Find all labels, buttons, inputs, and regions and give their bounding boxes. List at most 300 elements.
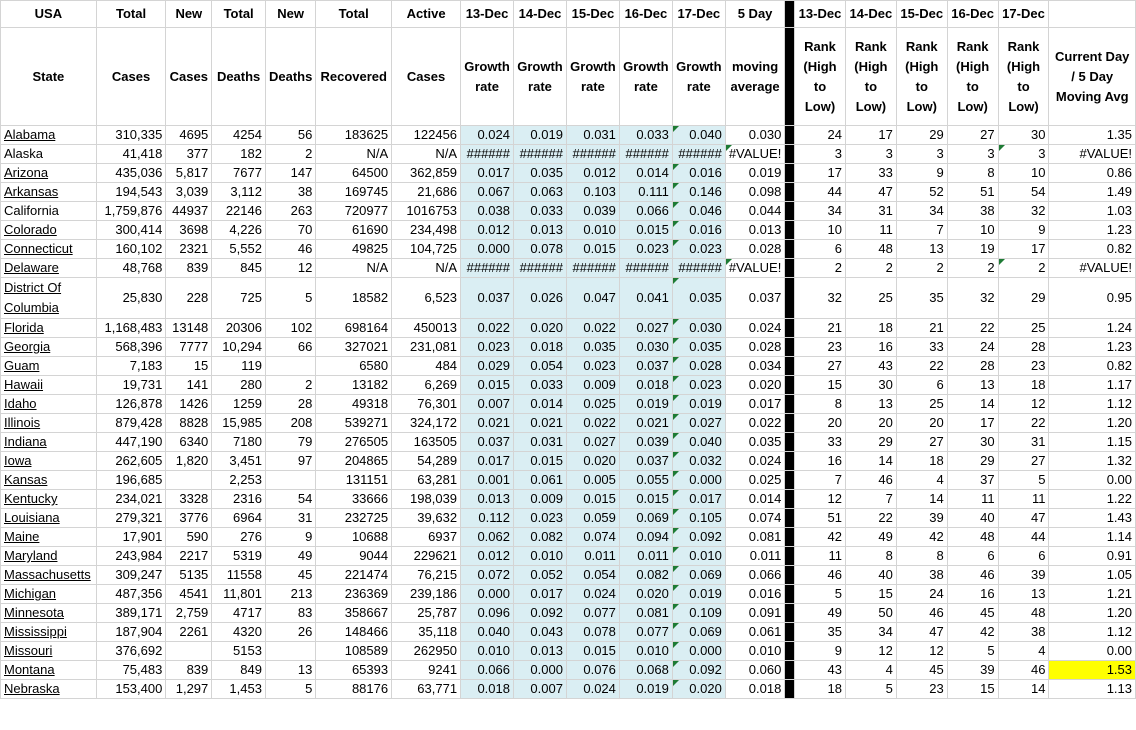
cell-rank-16dec[interactable]: 46 — [947, 566, 998, 585]
cell-growth-16dec[interactable]: 0.014 — [619, 164, 672, 183]
cell-growth-16dec[interactable]: 0.111 — [619, 183, 672, 202]
cell-growth-17dec[interactable]: 0.023 — [672, 376, 725, 395]
state-link[interactable]: Hawaii — [1, 376, 97, 395]
cell-rank-17dec[interactable]: 23 — [998, 357, 1049, 376]
cell-active-cases[interactable]: 104,725 — [392, 240, 461, 259]
state-link[interactable]: Colorado — [1, 221, 97, 240]
cell-new-cases[interactable]: 590 — [166, 528, 212, 547]
cell-active-cases[interactable]: 229621 — [392, 547, 461, 566]
cell-new-deaths[interactable]: 2 — [265, 145, 315, 164]
cell-rank-15dec[interactable]: 12 — [896, 642, 947, 661]
cell-total-deaths[interactable]: 11,801 — [212, 585, 266, 604]
cell-moving-average[interactable]: 0.044 — [725, 202, 785, 221]
cell-moving-average[interactable]: 0.091 — [725, 604, 785, 623]
cell-total-recovered[interactable]: N/A — [316, 145, 392, 164]
cell-growth-16dec[interactable]: 0.077 — [619, 623, 672, 642]
cell-growth-16dec[interactable]: 0.019 — [619, 680, 672, 699]
cell-total-recovered[interactable]: 33666 — [316, 490, 392, 509]
cell-rank-13dec[interactable]: 12 — [795, 490, 846, 509]
cell-growth-15dec[interactable]: 0.015 — [566, 490, 619, 509]
cell-rank-15dec[interactable]: 6 — [896, 376, 947, 395]
state-link[interactable]: Alaska — [1, 145, 97, 164]
cell-total-recovered[interactable]: 108589 — [316, 642, 392, 661]
cell-new-cases[interactable]: 1,297 — [166, 680, 212, 699]
cell-total-deaths[interactable]: 10,294 — [212, 338, 266, 357]
cell-growth-13dec[interactable]: 0.029 — [461, 357, 514, 376]
cell-growth-14dec[interactable]: 0.007 — [514, 680, 567, 699]
cell-growth-14dec[interactable]: 0.018 — [514, 338, 567, 357]
cell-growth-17dec[interactable]: 0.069 — [672, 623, 725, 642]
cell-rank-16dec[interactable]: 11 — [947, 490, 998, 509]
cell-current-day-ratio[interactable]: 1.24 — [1049, 319, 1136, 338]
cell-growth-13dec[interactable]: 0.022 — [461, 319, 514, 338]
cell-rank-15dec[interactable]: 14 — [896, 490, 947, 509]
cell-rank-15dec[interactable]: 2 — [896, 259, 947, 278]
cell-total-cases[interactable]: 309,247 — [96, 566, 166, 585]
cell-rank-13dec[interactable]: 8 — [795, 395, 846, 414]
cell-growth-13dec[interactable]: 0.037 — [461, 433, 514, 452]
cell-new-cases[interactable]: 141 — [166, 376, 212, 395]
header-cell-current-day-ratio[interactable]: Current Day / 5 Day Moving Avg — [1049, 28, 1136, 126]
cell-active-cases[interactable]: 6,523 — [392, 278, 461, 319]
cell-rank-14dec[interactable]: 8 — [845, 547, 896, 566]
cell-rank-15dec[interactable]: 27 — [896, 433, 947, 452]
state-link[interactable]: Mississippi — [1, 623, 97, 642]
cell-current-day-ratio[interactable]: 1.23 — [1049, 338, 1136, 357]
cell-rank-13dec[interactable]: 24 — [795, 126, 846, 145]
state-link[interactable]: Montana — [1, 661, 97, 680]
cell-growth-16dec[interactable]: 0.023 — [619, 240, 672, 259]
cell-growth-17dec[interactable]: 0.092 — [672, 528, 725, 547]
cell-growth-17dec[interactable]: 0.092 — [672, 661, 725, 680]
cell-rank-14dec[interactable]: 49 — [845, 528, 896, 547]
cell-total-deaths[interactable]: 2316 — [212, 490, 266, 509]
cell-current-day-ratio[interactable]: 0.86 — [1049, 164, 1136, 183]
cell-active-cases[interactable]: 54,289 — [392, 452, 461, 471]
header-cell-rank-17dec[interactable]: 17-Dec — [998, 1, 1049, 28]
header-cell-rank-15dec[interactable]: Rank (High to Low) — [896, 28, 947, 126]
cell-rank-17dec[interactable]: 12 — [998, 395, 1049, 414]
header-cell-state[interactable]: State — [1, 28, 97, 126]
header-cell-moving-average[interactable]: 5 Day — [725, 1, 785, 28]
cell-growth-16dec[interactable]: 0.021 — [619, 414, 672, 433]
cell-growth-16dec[interactable]: 0.094 — [619, 528, 672, 547]
cell-active-cases[interactable]: 6937 — [392, 528, 461, 547]
cell-growth-13dec[interactable]: 0.000 — [461, 240, 514, 259]
cell-total-deaths[interactable]: 3,112 — [212, 183, 266, 202]
cell-growth-13dec[interactable]: 0.040 — [461, 623, 514, 642]
cell-total-deaths[interactable]: 849 — [212, 661, 266, 680]
cell-moving-average[interactable]: 0.081 — [725, 528, 785, 547]
cell-active-cases[interactable]: N/A — [392, 145, 461, 164]
cell-total-cases[interactable]: 310,335 — [96, 126, 166, 145]
cell-rank-14dec[interactable]: 17 — [845, 126, 896, 145]
cell-growth-17dec[interactable]: 0.027 — [672, 414, 725, 433]
cell-rank-15dec[interactable]: 21 — [896, 319, 947, 338]
cell-total-recovered[interactable]: 10688 — [316, 528, 392, 547]
header-cell-active-cases[interactable]: Cases — [392, 28, 461, 126]
cell-growth-15dec[interactable]: 0.024 — [566, 585, 619, 604]
header-cell-rank-15dec[interactable]: 15-Dec — [896, 1, 947, 28]
cell-rank-17dec[interactable]: 22 — [998, 414, 1049, 433]
cell-current-day-ratio[interactable]: 0.82 — [1049, 357, 1136, 376]
cell-growth-13dec[interactable]: 0.038 — [461, 202, 514, 221]
cell-growth-17dec[interactable]: 0.146 — [672, 183, 725, 202]
cell-rank-16dec[interactable]: 30 — [947, 433, 998, 452]
state-link[interactable]: California — [1, 202, 97, 221]
cell-growth-17dec[interactable]: 0.023 — [672, 240, 725, 259]
state-link[interactable]: Arizona — [1, 164, 97, 183]
cell-moving-average[interactable]: 0.016 — [725, 585, 785, 604]
state-link[interactable]: Georgia — [1, 338, 97, 357]
cell-current-day-ratio[interactable]: 1.12 — [1049, 623, 1136, 642]
cell-new-deaths[interactable]: 263 — [265, 202, 315, 221]
header-cell-total-cases[interactable]: Total — [96, 1, 166, 28]
cell-moving-average[interactable]: 0.074 — [725, 509, 785, 528]
cell-total-deaths[interactable]: 2,253 — [212, 471, 266, 490]
cell-rank-17dec[interactable]: 39 — [998, 566, 1049, 585]
cell-growth-17dec[interactable]: 0.105 — [672, 509, 725, 528]
cell-rank-17dec[interactable]: 5 — [998, 471, 1049, 490]
cell-growth-15dec[interactable]: 0.011 — [566, 547, 619, 566]
cell-total-recovered[interactable]: 169745 — [316, 183, 392, 202]
cell-active-cases[interactable]: 362,859 — [392, 164, 461, 183]
cell-rank-16dec[interactable]: 42 — [947, 623, 998, 642]
cell-new-cases[interactable]: 15 — [166, 357, 212, 376]
cell-rank-13dec[interactable]: 33 — [795, 433, 846, 452]
cell-current-day-ratio[interactable]: 1.22 — [1049, 490, 1136, 509]
cell-moving-average[interactable]: 0.028 — [725, 338, 785, 357]
cell-moving-average[interactable]: 0.010 — [725, 642, 785, 661]
cell-rank-15dec[interactable]: 29 — [896, 126, 947, 145]
cell-rank-14dec[interactable]: 3 — [845, 145, 896, 164]
cell-rank-13dec[interactable]: 10 — [795, 221, 846, 240]
cell-growth-17dec[interactable]: 0.046 — [672, 202, 725, 221]
cell-growth-17dec[interactable]: 0.040 — [672, 433, 725, 452]
cell-rank-15dec[interactable]: 23 — [896, 680, 947, 699]
cell-rank-13dec[interactable]: 9 — [795, 642, 846, 661]
cell-rank-14dec[interactable]: 47 — [845, 183, 896, 202]
cell-rank-16dec[interactable]: 10 — [947, 221, 998, 240]
cell-growth-16dec[interactable]: 0.039 — [619, 433, 672, 452]
cell-growth-14dec[interactable]: 0.052 — [514, 566, 567, 585]
cell-current-day-ratio[interactable]: #VALUE! — [1049, 145, 1136, 164]
cell-growth-14dec[interactable]: 0.013 — [514, 221, 567, 240]
cell-rank-13dec[interactable]: 35 — [795, 623, 846, 642]
cell-growth-17dec[interactable]: 0.019 — [672, 585, 725, 604]
cell-rank-14dec[interactable]: 43 — [845, 357, 896, 376]
cell-active-cases[interactable]: 231,081 — [392, 338, 461, 357]
state-link[interactable]: Kentucky — [1, 490, 97, 509]
cell-total-cases[interactable]: 389,171 — [96, 604, 166, 623]
cell-growth-13dec[interactable]: 0.018 — [461, 680, 514, 699]
header-cell-separator[interactable] — [785, 28, 795, 126]
cell-growth-15dec[interactable]: 0.015 — [566, 642, 619, 661]
cell-rank-14dec[interactable]: 11 — [845, 221, 896, 240]
cell-rank-17dec[interactable]: 2 — [998, 259, 1049, 278]
cell-growth-15dec[interactable]: 0.103 — [566, 183, 619, 202]
cell-moving-average[interactable]: 0.061 — [725, 623, 785, 642]
cell-rank-15dec[interactable]: 34 — [896, 202, 947, 221]
cell-growth-16dec[interactable]: 0.037 — [619, 357, 672, 376]
cell-current-day-ratio[interactable]: 1.03 — [1049, 202, 1136, 221]
header-cell-growth-14dec[interactable]: 14-Dec — [514, 1, 567, 28]
cell-rank-15dec[interactable]: 52 — [896, 183, 947, 202]
cell-active-cases[interactable]: 324,172 — [392, 414, 461, 433]
cell-rank-15dec[interactable]: 3 — [896, 145, 947, 164]
state-link[interactable]: Delaware — [1, 259, 97, 278]
cell-total-deaths[interactable]: 5319 — [212, 547, 266, 566]
cell-growth-17dec[interactable]: 0.000 — [672, 642, 725, 661]
header-cell-state[interactable]: USA — [1, 1, 97, 28]
cell-rank-14dec[interactable]: 18 — [845, 319, 896, 338]
cell-growth-16dec[interactable]: 0.037 — [619, 452, 672, 471]
header-cell-growth-16dec[interactable]: Growth rate — [619, 28, 672, 126]
state-link[interactable]: Arkansas — [1, 183, 97, 202]
cell-growth-14dec[interactable]: ###### — [514, 145, 567, 164]
cell-rank-13dec[interactable]: 23 — [795, 338, 846, 357]
cell-rank-14dec[interactable]: 50 — [845, 604, 896, 623]
cell-growth-16dec[interactable]: 0.018 — [619, 376, 672, 395]
header-cell-rank-17dec[interactable]: Rank (High to Low) — [998, 28, 1049, 126]
cell-growth-13dec[interactable]: 0.062 — [461, 528, 514, 547]
cell-new-cases[interactable]: 4695 — [166, 126, 212, 145]
header-cell-growth-13dec[interactable]: Growth rate — [461, 28, 514, 126]
cell-new-cases[interactable]: 377 — [166, 145, 212, 164]
cell-rank-16dec[interactable]: 6 — [947, 547, 998, 566]
cell-growth-14dec[interactable]: 0.017 — [514, 585, 567, 604]
header-cell-new-deaths[interactable]: Deaths — [265, 28, 315, 126]
cell-growth-13dec[interactable]: 0.013 — [461, 490, 514, 509]
cell-total-cases[interactable]: 234,021 — [96, 490, 166, 509]
cell-growth-13dec[interactable]: ###### — [461, 145, 514, 164]
state-link[interactable]: Connecticut — [1, 240, 97, 259]
cell-growth-16dec[interactable]: 0.015 — [619, 221, 672, 240]
cell-rank-14dec[interactable]: 40 — [845, 566, 896, 585]
header-cell-new-cases[interactable]: New — [166, 1, 212, 28]
cell-current-day-ratio[interactable]: 0.82 — [1049, 240, 1136, 259]
cell-new-deaths[interactable]: 83 — [265, 604, 315, 623]
cell-rank-13dec[interactable]: 27 — [795, 357, 846, 376]
cell-total-cases[interactable]: 435,036 — [96, 164, 166, 183]
cell-growth-15dec[interactable]: 0.035 — [566, 338, 619, 357]
cell-rank-16dec[interactable]: 48 — [947, 528, 998, 547]
header-cell-growth-15dec[interactable]: Growth rate — [566, 28, 619, 126]
cell-rank-17dec[interactable]: 47 — [998, 509, 1049, 528]
cell-rank-15dec[interactable]: 47 — [896, 623, 947, 642]
cell-growth-16dec[interactable]: 0.010 — [619, 642, 672, 661]
cell-total-recovered[interactable]: 49825 — [316, 240, 392, 259]
cell-growth-13dec[interactable]: 0.037 — [461, 278, 514, 319]
header-cell-total-recovered[interactable]: Recovered — [316, 28, 392, 126]
cell-growth-15dec[interactable]: 0.078 — [566, 623, 619, 642]
cell-total-deaths[interactable]: 1259 — [212, 395, 266, 414]
cell-total-cases[interactable]: 194,543 — [96, 183, 166, 202]
cell-rank-13dec[interactable]: 20 — [795, 414, 846, 433]
header-cell-total-deaths[interactable]: Deaths — [212, 28, 266, 126]
cell-rank-13dec[interactable]: 32 — [795, 278, 846, 319]
cell-rank-14dec[interactable]: 29 — [845, 433, 896, 452]
cell-total-cases[interactable]: 568,396 — [96, 338, 166, 357]
cell-rank-15dec[interactable]: 38 — [896, 566, 947, 585]
cell-active-cases[interactable]: 39,632 — [392, 509, 461, 528]
cell-growth-16dec[interactable]: 0.066 — [619, 202, 672, 221]
cell-growth-15dec[interactable]: 0.025 — [566, 395, 619, 414]
cell-rank-16dec[interactable]: 3 — [947, 145, 998, 164]
cell-new-deaths[interactable] — [265, 471, 315, 490]
cell-rank-15dec[interactable]: 4 — [896, 471, 947, 490]
cell-growth-15dec[interactable]: 0.047 — [566, 278, 619, 319]
cell-new-deaths[interactable]: 12 — [265, 259, 315, 278]
cell-moving-average[interactable]: 0.098 — [725, 183, 785, 202]
cell-rank-13dec[interactable]: 11 — [795, 547, 846, 566]
cell-rank-14dec[interactable]: 2 — [845, 259, 896, 278]
cell-new-cases[interactable]: 839 — [166, 661, 212, 680]
cell-growth-14dec[interactable]: 0.009 — [514, 490, 567, 509]
cell-total-deaths[interactable]: 1,453 — [212, 680, 266, 699]
cell-rank-16dec[interactable]: 13 — [947, 376, 998, 395]
cell-active-cases[interactable]: 21,686 — [392, 183, 461, 202]
cell-active-cases[interactable]: 198,039 — [392, 490, 461, 509]
cell-rank-16dec[interactable]: 27 — [947, 126, 998, 145]
cell-rank-13dec[interactable]: 16 — [795, 452, 846, 471]
cell-new-deaths[interactable]: 56 — [265, 126, 315, 145]
cell-current-day-ratio[interactable]: 0.00 — [1049, 642, 1136, 661]
cell-growth-13dec[interactable]: 0.112 — [461, 509, 514, 528]
cell-moving-average[interactable]: 0.011 — [725, 547, 785, 566]
cell-rank-13dec[interactable]: 43 — [795, 661, 846, 680]
cell-total-recovered[interactable]: 6580 — [316, 357, 392, 376]
cell-growth-16dec[interactable]: 0.069 — [619, 509, 672, 528]
cell-growth-16dec[interactable]: 0.041 — [619, 278, 672, 319]
cell-total-recovered[interactable]: 720977 — [316, 202, 392, 221]
cell-moving-average[interactable]: #VALUE! — [725, 145, 785, 164]
cell-new-deaths[interactable] — [265, 357, 315, 376]
cell-new-cases[interactable]: 2,759 — [166, 604, 212, 623]
cell-new-deaths[interactable]: 9 — [265, 528, 315, 547]
cell-growth-14dec[interactable]: 0.013 — [514, 642, 567, 661]
state-link[interactable]: Missouri — [1, 642, 97, 661]
cell-new-cases[interactable]: 3328 — [166, 490, 212, 509]
cell-total-deaths[interactable]: 11558 — [212, 566, 266, 585]
cell-rank-13dec[interactable]: 15 — [795, 376, 846, 395]
cell-total-recovered[interactable]: 148466 — [316, 623, 392, 642]
cell-growth-13dec[interactable]: 0.017 — [461, 164, 514, 183]
cell-rank-16dec[interactable]: 51 — [947, 183, 998, 202]
cell-total-recovered[interactable]: 204865 — [316, 452, 392, 471]
cell-total-deaths[interactable]: 845 — [212, 259, 266, 278]
cell-growth-13dec[interactable]: ###### — [461, 259, 514, 278]
cell-rank-16dec[interactable]: 38 — [947, 202, 998, 221]
header-cell-active-cases[interactable]: Active — [392, 1, 461, 28]
state-link[interactable]: Iowa — [1, 452, 97, 471]
cell-growth-16dec[interactable]: 0.033 — [619, 126, 672, 145]
cell-moving-average[interactable]: 0.030 — [725, 126, 785, 145]
cell-rank-17dec[interactable]: 46 — [998, 661, 1049, 680]
cell-rank-17dec[interactable]: 44 — [998, 528, 1049, 547]
cell-rank-16dec[interactable]: 29 — [947, 452, 998, 471]
cell-growth-15dec[interactable]: ###### — [566, 259, 619, 278]
cell-rank-14dec[interactable]: 31 — [845, 202, 896, 221]
cell-growth-14dec[interactable]: 0.063 — [514, 183, 567, 202]
cell-moving-average[interactable]: 0.024 — [725, 452, 785, 471]
cell-rank-16dec[interactable]: 16 — [947, 585, 998, 604]
cell-growth-17dec[interactable]: 0.010 — [672, 547, 725, 566]
cell-total-cases[interactable]: 487,356 — [96, 585, 166, 604]
cell-growth-14dec[interactable]: 0.092 — [514, 604, 567, 623]
cell-growth-15dec[interactable]: 0.024 — [566, 680, 619, 699]
cell-rank-16dec[interactable]: 28 — [947, 357, 998, 376]
cell-rank-15dec[interactable]: 42 — [896, 528, 947, 547]
cell-total-deaths[interactable]: 4,226 — [212, 221, 266, 240]
cell-growth-17dec[interactable]: 0.000 — [672, 471, 725, 490]
cell-growth-13dec[interactable]: 0.001 — [461, 471, 514, 490]
cell-new-deaths[interactable]: 2 — [265, 376, 315, 395]
cell-total-deaths[interactable]: 4320 — [212, 623, 266, 642]
cell-new-deaths[interactable]: 49 — [265, 547, 315, 566]
cell-rank-14dec[interactable]: 46 — [845, 471, 896, 490]
cell-moving-average[interactable]: 0.028 — [725, 240, 785, 259]
cell-new-deaths[interactable]: 46 — [265, 240, 315, 259]
cell-new-deaths[interactable]: 70 — [265, 221, 315, 240]
cell-moving-average[interactable]: 0.060 — [725, 661, 785, 680]
cell-total-cases[interactable]: 17,901 — [96, 528, 166, 547]
cell-total-cases[interactable]: 879,428 — [96, 414, 166, 433]
header-cell-total-deaths[interactable]: Total — [212, 1, 266, 28]
cell-total-cases[interactable]: 279,321 — [96, 509, 166, 528]
cell-active-cases[interactable]: 76,215 — [392, 566, 461, 585]
cell-growth-15dec[interactable]: 0.031 — [566, 126, 619, 145]
cell-growth-14dec[interactable]: 0.021 — [514, 414, 567, 433]
cell-total-cases[interactable]: 7,183 — [96, 357, 166, 376]
cell-growth-14dec[interactable]: 0.020 — [514, 319, 567, 338]
cell-total-cases[interactable]: 153,400 — [96, 680, 166, 699]
cell-active-cases[interactable]: 63,281 — [392, 471, 461, 490]
cell-total-deaths[interactable]: 276 — [212, 528, 266, 547]
cell-total-deaths[interactable]: 182 — [212, 145, 266, 164]
cell-total-recovered[interactable]: 131151 — [316, 471, 392, 490]
cell-current-day-ratio[interactable]: 1.43 — [1049, 509, 1136, 528]
cell-new-cases[interactable]: 6340 — [166, 433, 212, 452]
cell-rank-15dec[interactable]: 35 — [896, 278, 947, 319]
cell-new-cases[interactable]: 7777 — [166, 338, 212, 357]
header-cell-total-recovered[interactable]: Total — [316, 1, 392, 28]
cell-new-deaths[interactable]: 54 — [265, 490, 315, 509]
cell-rank-15dec[interactable]: 13 — [896, 240, 947, 259]
cell-active-cases[interactable]: 76,301 — [392, 395, 461, 414]
cell-active-cases[interactable]: 122456 — [392, 126, 461, 145]
cell-rank-14dec[interactable]: 15 — [845, 585, 896, 604]
cell-growth-17dec[interactable]: ###### — [672, 259, 725, 278]
cell-rank-16dec[interactable]: 2 — [947, 259, 998, 278]
cell-growth-16dec[interactable]: 0.081 — [619, 604, 672, 623]
header-cell-growth-16dec[interactable]: 16-Dec — [619, 1, 672, 28]
cell-growth-15dec[interactable]: 0.022 — [566, 414, 619, 433]
state-link[interactable]: Guam — [1, 357, 97, 376]
cell-growth-15dec[interactable]: 0.059 — [566, 509, 619, 528]
cell-new-deaths[interactable] — [265, 642, 315, 661]
cell-growth-15dec[interactable]: ###### — [566, 145, 619, 164]
cell-total-recovered[interactable]: 9044 — [316, 547, 392, 566]
cell-rank-16dec[interactable]: 24 — [947, 338, 998, 357]
cell-rank-14dec[interactable]: 12 — [845, 642, 896, 661]
cell-new-deaths[interactable]: 38 — [265, 183, 315, 202]
header-cell-new-deaths[interactable]: New — [265, 1, 315, 28]
cell-growth-13dec[interactable]: 0.021 — [461, 414, 514, 433]
cell-total-recovered[interactable]: 183625 — [316, 126, 392, 145]
cell-growth-16dec[interactable]: 0.020 — [619, 585, 672, 604]
cell-growth-16dec[interactable]: 0.068 — [619, 661, 672, 680]
